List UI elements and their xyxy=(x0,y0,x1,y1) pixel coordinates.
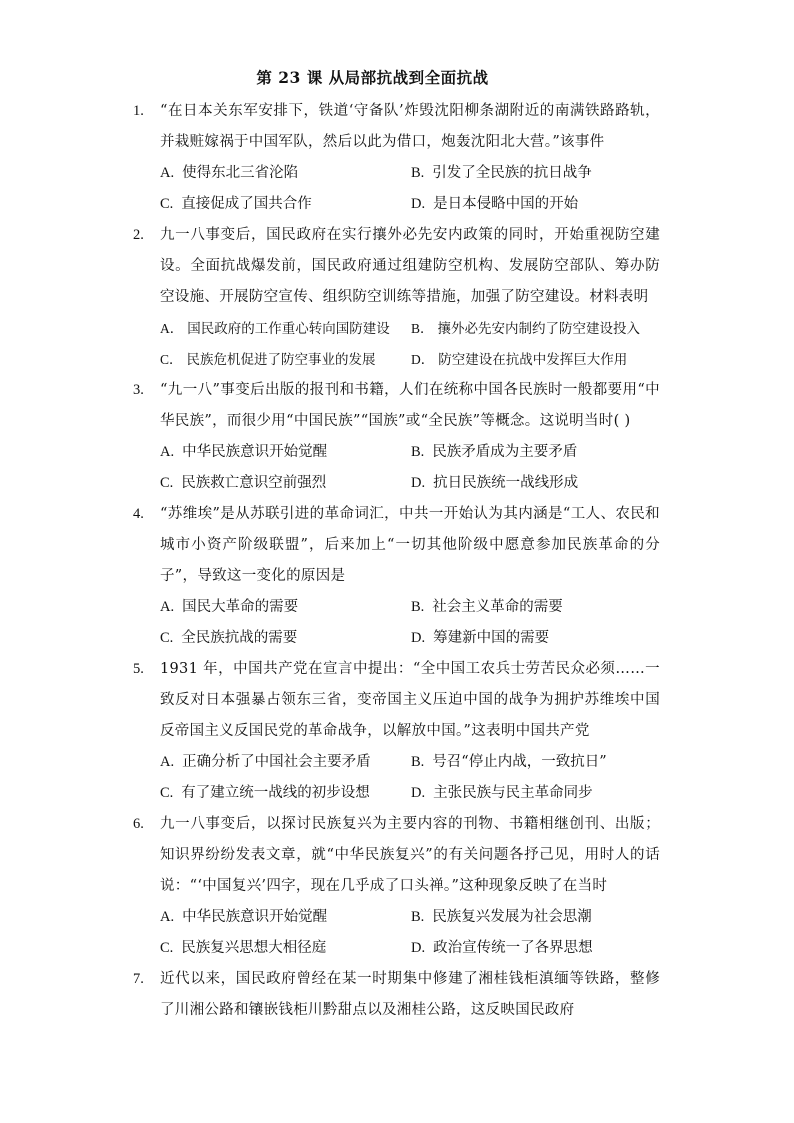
option-a xyxy=(160,158,411,189)
option-text: 民族复兴发展为社会思潮 xyxy=(432,909,592,925)
options xyxy=(160,902,680,964)
question-6 xyxy=(0,809,794,964)
option-text: 筹建新中国的需要 xyxy=(433,630,550,646)
option-d xyxy=(411,344,662,375)
option-text: 民族危机促进了防空事业的发展 xyxy=(186,352,376,368)
option-c xyxy=(160,344,411,375)
option-letter: A． xyxy=(160,321,184,336)
option-letter: D. xyxy=(411,940,426,956)
option-text: 国民大革命的需要 xyxy=(182,599,299,615)
option-letter: B. xyxy=(411,165,425,181)
option-letter: A. xyxy=(160,909,175,925)
option-letter: C. xyxy=(160,475,174,491)
option-letter: C. xyxy=(160,630,174,646)
option-letter: A. xyxy=(160,599,175,615)
option-text: 防空建设在抗战中发挥巨大作用 xyxy=(438,352,628,368)
options xyxy=(160,592,680,654)
option-text: 直接促成了国共合作 xyxy=(181,196,312,212)
question-4 xyxy=(0,499,794,654)
question-number: 6. xyxy=(133,816,144,832)
option-d xyxy=(411,778,662,809)
question-stem: “九一八”事变后出版的报刊和书籍，人们在统称中国各民族时一般都要用“中华民族”，而很少用“中国民族”“国族”或“全民族”等概念。这说明当时( ) xyxy=(160,382,660,429)
option-letter: A. xyxy=(160,165,175,181)
options xyxy=(160,313,680,375)
question-stem: 九一八事变后，以探讨民族复兴为主要内容的刊物、书籍相继创刊、出版；知识界纷纷发表文章，就“中华民族复兴”的有关问题各抒己见，用时人的话说：“‘中国复兴’四字，现在几乎成了口头禅。”这种现象反映了在当时 xyxy=(160,816,660,894)
option-d xyxy=(411,189,662,220)
question-stem: “在日本关东军安排下，铁道‘守备队’炸毁沈阳柳条湖附近的南满铁路路轨，并栽赃嫁祸于中国军队，然后以此为借口，炮轰沈阳北大营。”该事件 xyxy=(160,103,660,150)
option-letter: A. xyxy=(160,754,175,770)
option-letter: B. xyxy=(411,909,425,925)
question-3 xyxy=(0,375,794,499)
option-text: 主张民族与民主革命同步 xyxy=(433,785,593,801)
option-text: 号召“停止内战，一致抗日” xyxy=(432,754,607,770)
question-stem: 1931 年，中国共产党在宣言中提出：“全中国工农兵士劳苦民众必须……一致反对日本强暴占领东三省，变帝国主义压迫中国的战争为拥护苏维埃中国反帝国主义反国民党的革命战争，以解放中国。”这表明中国共产党 xyxy=(160,661,660,739)
option-letter: D. xyxy=(411,475,426,491)
option-b xyxy=(411,592,662,623)
option-text: 攘外必先安内制约了防空建设投入 xyxy=(437,321,641,337)
option-letter: B. xyxy=(411,444,425,460)
option-a xyxy=(160,592,411,623)
option-letter: B. xyxy=(411,599,425,615)
question-list xyxy=(0,96,794,1026)
option-letter: C. xyxy=(160,785,174,801)
question-number: 7. xyxy=(133,971,144,987)
option-c xyxy=(160,468,411,499)
option-letter: C. xyxy=(160,940,174,956)
options xyxy=(160,158,680,220)
option-b xyxy=(411,158,662,189)
option-a xyxy=(160,437,411,468)
option-letter: D. xyxy=(411,785,426,801)
option-c xyxy=(160,778,411,809)
option-text: 民族复兴思想大相径庭 xyxy=(181,940,327,956)
page-title: 第 23 课 从局部抗战到全面抗战 xyxy=(256,68,489,87)
option-letter: A. xyxy=(160,444,175,460)
option-d xyxy=(411,933,662,964)
option-b xyxy=(411,313,662,344)
option-text: 使得东北三省沦陷 xyxy=(182,165,299,181)
option-c xyxy=(160,933,411,964)
option-letter: B． xyxy=(411,321,434,336)
option-text: 是日本侵略中国的开始 xyxy=(433,196,579,212)
option-b xyxy=(411,437,662,468)
question-5 xyxy=(0,654,794,809)
option-letter: C． xyxy=(160,352,183,367)
option-text: 民族救亡意识空前强烈 xyxy=(181,475,327,491)
question-2 xyxy=(0,220,794,375)
option-text: 中华民族意识开始觉醒 xyxy=(182,444,328,460)
option-text: 全民族抗战的需要 xyxy=(181,630,298,646)
option-text: 政治宣传统一了各界思想 xyxy=(433,940,593,956)
option-text: 正确分析了中国社会主要矛盾 xyxy=(182,754,371,770)
option-letter: D． xyxy=(411,352,435,367)
option-a xyxy=(160,902,411,933)
question-stem: 九一八事变后，国民政府在实行攘外必先安内政策的同时，开始重视防空建设。全面抗战爆发前，国民政府通过组建防空机构、发展防空部队、筹办防空设施、开展防空宣传、组织防空训练等措施，加强了防空建设。材料表明 xyxy=(160,227,660,305)
option-b xyxy=(411,902,662,933)
option-c xyxy=(160,189,411,220)
option-c xyxy=(160,623,411,654)
option-b xyxy=(411,747,662,778)
question-number: 3. xyxy=(133,382,144,398)
option-letter: C. xyxy=(160,196,174,212)
question-number: 5. xyxy=(133,661,144,677)
question-stem: 近代以来，国民政府曾经在某一时期集中修建了湘桂钱柜滇缅等铁路，整修了川湘公路和镶嵌钱柜川黔甜点以及湘桂公路，这反映国民政府 xyxy=(160,971,660,1018)
option-d xyxy=(411,623,662,654)
question-7 xyxy=(0,964,794,1026)
option-text: 抗日民族统一战线形成 xyxy=(433,475,579,491)
option-letter: B. xyxy=(411,754,425,770)
question-number: 2. xyxy=(133,227,144,243)
question-1 xyxy=(0,96,794,220)
option-d xyxy=(411,468,662,499)
question-number: 1. xyxy=(133,103,144,119)
option-letter: D. xyxy=(411,630,426,646)
options xyxy=(160,747,680,809)
option-text: 民族矛盾成为主要矛盾 xyxy=(432,444,578,460)
option-letter: D. xyxy=(411,196,426,212)
options xyxy=(160,437,680,499)
question-stem: “苏维埃”是从苏联引进的革命词汇，中共一开始认为其内涵是“工人、农民和城市小资产阶级联盟”，后来加上“一切其他阶级中愿意参加民族革命的分子”，导致这一变化的原因是 xyxy=(160,506,660,584)
question-number: 4. xyxy=(133,506,144,522)
option-a xyxy=(160,747,411,778)
option-text: 中华民族意识开始觉醒 xyxy=(182,909,328,925)
option-text: 引发了全民族的抗日战争 xyxy=(432,165,592,181)
option-text: 社会主义革命的需要 xyxy=(432,599,563,615)
option-text: 国民政府的工作重心转向国防建设 xyxy=(187,321,390,337)
option-text: 有了建立统一战线的初步设想 xyxy=(181,785,370,801)
option-a xyxy=(160,313,411,344)
